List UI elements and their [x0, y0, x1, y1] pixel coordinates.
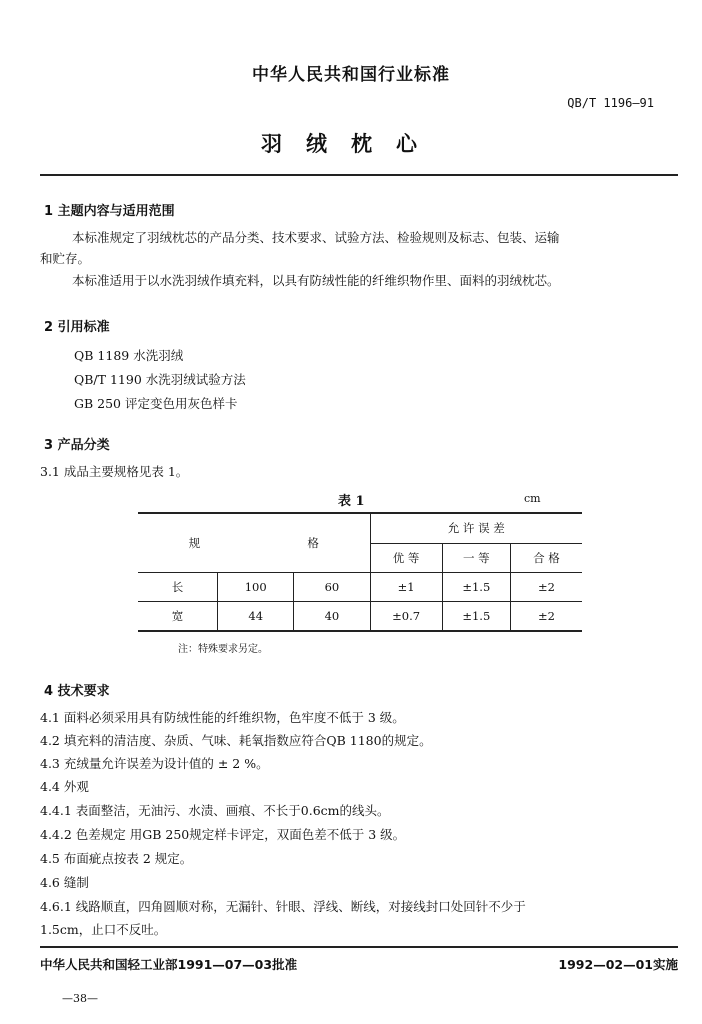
section-1-para-1-cont: 和贮存。: [40, 251, 91, 266]
requirement-item: 1.5cm，止口不反吐。: [40, 922, 167, 937]
cell-grade-qualified: ±2: [510, 572, 582, 601]
cell-grade-qualified: ±2: [538, 608, 555, 623]
table-unit: cm: [524, 492, 541, 505]
section-1-heading: 1 主题内容与适用范围: [44, 204, 175, 219]
table-caption: 表 1: [338, 494, 365, 509]
header-grade-premium: 优 等: [370, 543, 442, 572]
requirement-item: 4.2 填充料的清洁度、杂质、气味、耗氧指数应符合QB 1180的规定。: [40, 733, 432, 748]
section-1-para-1: 本标准规定了羽绒枕芯的产品分类、技术要求、试验方法、检验规则及标志、包装、运输: [72, 230, 560, 245]
reference-item: GB 250 评定变色用灰色样卡: [74, 396, 238, 411]
header-spec-label-2: 格: [307, 535, 319, 550]
footer-rule: [40, 946, 678, 948]
reference-item: QB 1189 水洗羽绒: [74, 348, 184, 363]
cell-grade-premium: ±1: [370, 572, 442, 601]
section-4-heading: 4 技术要求: [44, 684, 110, 699]
table-note: 注：特殊要求另定。: [178, 644, 268, 655]
cell-grade-premium: ±0.7: [370, 601, 442, 631]
cell-size-b: 60: [294, 572, 370, 601]
section-3-item-1: 3.1 成品主要规格见表 1。: [40, 464, 189, 479]
row-label: 宽: [138, 601, 218, 631]
header-grade-first: 一 等: [442, 543, 510, 572]
spec-table: [138, 512, 582, 632]
cell-grade-first: ±1.5: [442, 601, 510, 631]
header-spec-cell: [138, 513, 370, 572]
reference-item: QB/T 1190 水洗羽绒试验方法: [74, 372, 246, 387]
table-row: [138, 572, 582, 601]
page-number: —38—: [62, 992, 98, 1005]
implementation-date: 1992—02—01实施: [558, 957, 678, 972]
cell-size-a: 100: [218, 572, 294, 601]
requirement-item: 4.4 外观: [40, 779, 89, 794]
issuer-title: 中华人民共和国行业标准: [252, 65, 450, 85]
header-rule: [40, 174, 678, 176]
section-2-heading: 2 引用标准: [44, 320, 110, 335]
cell-size-a: 44: [218, 601, 294, 631]
section-3-heading: 3 产品分类: [44, 438, 110, 453]
header-tolerance: 允 许 误 差: [370, 513, 582, 543]
approval-line: 中华人民共和国轻工业部1991—07—03批准: [40, 957, 298, 972]
header-spec-label: 规: [188, 535, 201, 550]
requirement-item: 4.6 缝制: [40, 875, 89, 890]
requirement-item: 4.4.2 色差规定 用GB 250规定样卡评定，双面色差不低于 3 级。: [40, 827, 406, 842]
row-label: 长: [138, 572, 218, 601]
requirement-item: 4.4.1 表面整洁，无油污、水渍、画痕、不长于0.6cm的线头。: [40, 803, 390, 818]
header-grade-qualified: 合 格: [510, 543, 582, 572]
cell-size-b: 40: [294, 601, 370, 631]
requirement-item: 4.5 布面疵点按表 2 规定。: [40, 851, 193, 866]
table-row: [138, 601, 582, 631]
requirement-item: 4.6.1 线路顺直，四角圆顺对称，无漏针、针眼、浮线、断线，对接线封口处回针不少于: [40, 899, 526, 914]
standard-number: QB/T 1196—91: [567, 96, 654, 110]
requirement-item: 4.1 面料必须采用具有防绒性能的纤维织物，色牢度不低于 3 级。: [40, 710, 405, 725]
document-title: 羽绒枕心: [261, 132, 441, 156]
requirement-item: 4.3 充绒量允许误差为设计值的 ± 2 %。: [40, 756, 269, 771]
section-1-para-2: 本标准适用于以水洗羽绒作填充料，以具有防绒性能的纤维织物作里、面料的羽绒枕芯。: [72, 273, 560, 288]
cell-grade-first: ±1.5: [442, 572, 510, 601]
